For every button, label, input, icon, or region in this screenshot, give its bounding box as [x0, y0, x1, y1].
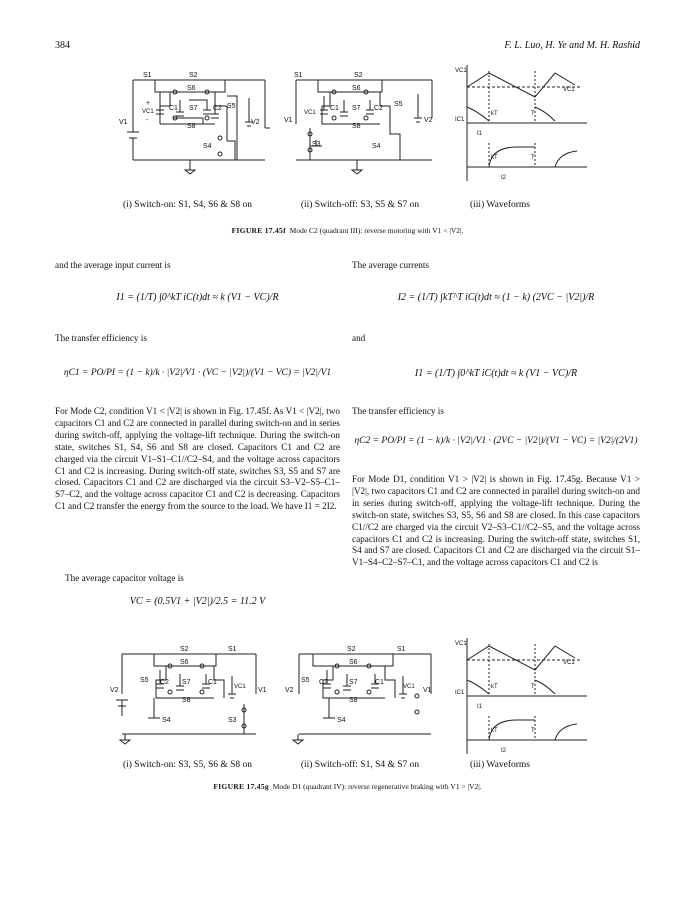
wave-i2-label: I2: [501, 175, 507, 181]
g-off-label-s2: S2: [347, 646, 356, 653]
g-off-label-vc1: VC1: [403, 684, 415, 690]
left-te-intro: The transfer efficiency is: [55, 333, 147, 343]
g-label-c2: C2: [160, 679, 169, 686]
g-off-label-c1: C1: [375, 679, 384, 686]
label-s5-off: S5: [394, 101, 403, 108]
label-v2-off: V2: [424, 117, 433, 124]
g-label-s6: S6: [180, 659, 189, 666]
g-off-label-s4: S4: [337, 717, 346, 724]
g-wave-t-2: T: [531, 728, 535, 734]
label-c1: C1: [169, 105, 178, 112]
label-s7-off: S7: [352, 105, 361, 112]
label-s8: S8: [187, 123, 196, 130]
label-s1: S1: [143, 72, 152, 79]
wave-vc1-label: VC1: [563, 87, 575, 93]
fig45f-sub1: (i) Switch-on: S1, S4, S6 & S8 on: [122, 200, 253, 210]
right-para: For Mode D1, condition V1 > |V2| is shown in Fig. 17.45g. Because V1 > |V2|, two capacitors C1 and C2 are connected in parallel during switch-on and in series during switch-off, applying the voltage-lift technique. During the switch-on state, switches S3, S5, S6 and S8 are closed. In this case capacitors C1//C2 are charged via the circuit V2–S3–C1//C2–S5, and the voltage across capacitors C1 and C2 is increasing. During the switch-off state, switches S1, S4 and S7 are closed. Capacitors C1 and C2 are discharged via the circuit S1–V1–S4–C2–S7–C1, and the voltage across capacitors C1 and C2 is: [352, 474, 640, 568]
label-s2-off: S2: [354, 72, 363, 79]
label-s2: S2: [189, 72, 198, 79]
g-label-s1: S1: [228, 646, 237, 653]
label-s6: S6: [187, 85, 196, 92]
g-wave-ic1-label: IC1: [455, 690, 465, 696]
wave-t-2: T: [531, 155, 535, 161]
right-and: and: [352, 333, 366, 343]
g-wave-i2-label: I2: [501, 748, 507, 754]
g-off-label-c2: C2: [319, 679, 328, 686]
g-label-v2: V2: [110, 687, 119, 694]
g-off-label-s6: S6: [349, 659, 358, 666]
g-wave-t-1: T: [531, 684, 535, 690]
fig45g-circuit-on: [110, 640, 270, 752]
g-label-s7: S7: [182, 679, 191, 686]
left-para2: The average capacitor voltage is: [65, 573, 184, 583]
label-v1: V1: [119, 119, 128, 126]
g-label-vc1: VC1: [234, 684, 246, 690]
fig45f-circuit-on: [115, 66, 270, 176]
label-s6-off: S6: [352, 85, 361, 92]
g-label-v1: V1: [258, 687, 267, 694]
fig45f-circuit-off: [282, 66, 442, 176]
wave-i1-label: I1: [477, 131, 483, 137]
running-author: F. L. Luo, H. Ye and M. H. Rashid: [504, 40, 640, 51]
page-header: [55, 40, 640, 54]
label-s5: S5: [227, 103, 236, 110]
g-label-s5: S5: [140, 677, 149, 684]
g-off-label-s7: S7: [349, 679, 358, 686]
label-c2-off: C2: [374, 105, 383, 112]
fig45f-sub2: (ii) Switch-off: S3, S5 & S7 on: [300, 200, 420, 210]
page-number: 384: [55, 40, 70, 51]
g-wave-kt-1: kT: [491, 684, 498, 690]
fig45f-caption: [55, 226, 640, 235]
minus-sign: -: [146, 117, 149, 124]
wave-kt-1: kT: [491, 111, 498, 117]
fig45g-sub3: (iii) Waveforms: [469, 760, 530, 770]
label-vc1: VC1: [142, 109, 154, 115]
label-s1-off: S1: [294, 72, 303, 79]
fig45g-caption: [55, 782, 640, 791]
right-intro: The average currents: [352, 260, 430, 270]
label-s4-off: S4: [372, 143, 381, 150]
fig45g-sub2: (ii) Switch-off: S1, S4 & S7 on: [300, 760, 420, 770]
left-intro: and the average input current is: [55, 260, 171, 270]
plus-sign: +: [146, 100, 151, 107]
left-eq-i1: I1 = (1/T) ∫0^kT iC(t)dt ≈ k (V1 − VC)/R: [116, 292, 279, 303]
g-label-s4: S4: [162, 717, 171, 724]
g-wave-i1-label: I1: [477, 704, 483, 710]
right-eq-eta: ηC2 = PO/PI = (1 − k)/k · |V2|/V1 · (2VC − |V2|)/(V1 − VC) = |V2|/(2V1): [354, 436, 638, 446]
g-wave-kt-2: kT: [491, 728, 498, 734]
fig45f-waveforms: [455, 63, 595, 183]
label-s4: S4: [203, 143, 212, 150]
fig45f-caption-text: Mode C2 (quadrant III): reverse motoring with V1 < |V2|.: [289, 226, 464, 235]
g-label-s3: S3: [228, 717, 237, 724]
g-off-label-s5: S5: [301, 677, 310, 684]
fig45g-caption-label: FIGURE 17.45g: [213, 782, 269, 791]
g-wave-vc1-axis: VC1: [455, 641, 467, 647]
label-c2: C2: [213, 105, 222, 112]
label-c1-off: C1: [330, 105, 339, 112]
fig45g-waveforms: [455, 636, 595, 756]
fig45f-caption-label: FIGURE 17.45f: [231, 226, 286, 235]
g-label-s8: S8: [182, 697, 191, 704]
g-off-label-s1: S1: [397, 646, 406, 653]
g-off-label-s8: S8: [349, 697, 358, 704]
g-off-label-v1: V1: [423, 687, 432, 694]
label-vc1-off: VC1: [304, 110, 316, 116]
g-label-s2: S2: [180, 646, 189, 653]
left-eq-eta: ηC1 = PO/PI = (1 − k)/k · |V2|/V1 · (VC − |V2|)/(V1 − VC) = |V2|/V1: [63, 368, 332, 378]
fig45f-sub3: (iii) Waveforms: [469, 200, 530, 210]
fig45g-sub1: (i) Switch-on: S3, S5, S6 & S8 on: [122, 760, 253, 770]
right-eq-i1: I1 = (1/T) ∫0^kT iC(t)dt ≈ k (V1 − VC)/R: [414, 368, 578, 379]
label-v2: V2: [251, 119, 260, 126]
label-s8-off: S8: [352, 123, 361, 130]
left-para1: For Mode C2, condition V1 < |V2| is shown in Fig. 17.45f. As V1 < |V2|, two capacitors C1 and C2 are connected in parallel during switch-on and in series during switch-off, applying the voltage-lift technique. During the switch-on state, switches S1, S4, S6 and S8 are closed. Capacitors C1 and C2 are charged via the circuit V1–S1–C1//C2–S4, and the voltage across capacitors C1 and C2 is increasing. During switch-off state, switches S3, S5 and S7 are closed. Capacitors C1 and C2 are discharged via the circuit S3–V2–S5–C1–S7–C2, and the voltage across capacitor C1 and C2 is decreasing. Capacitors C1 and C2 transfer the energy from the source to the load. We have I1 = 2I2.: [55, 406, 340, 512]
g-label-c1: C1: [208, 679, 217, 686]
right-te-intro: The transfer efficiency is: [352, 406, 444, 416]
g-off-label-v2: V2: [285, 687, 294, 694]
wave-kt-2: kT: [491, 155, 498, 161]
left-eq-vc: VC = (0.5V1 + |V2|)/2.5 = 11.2 V: [129, 596, 266, 607]
wave-ic1-label: IC1: [455, 117, 465, 123]
label-s7: S7: [189, 105, 198, 112]
label-s3-off: S3: [312, 141, 321, 148]
fig45g-caption-text: Mode D1 (quadrant IV): reverse regenerative braking with V1 > |V2|.: [272, 782, 482, 791]
label-v1-off: V1: [284, 117, 293, 124]
wave-vc1-axis: VC1: [455, 68, 467, 74]
right-eq-i2: I2 = (1/T) ∫kT^T iC(t)dt ≈ (1 − k) (2VC − |V2|)/R: [397, 292, 595, 303]
g-wave-vc1-label: VC1: [563, 660, 575, 666]
wave-t-1: T: [531, 111, 535, 117]
fig45g-circuit-off: [283, 640, 443, 752]
